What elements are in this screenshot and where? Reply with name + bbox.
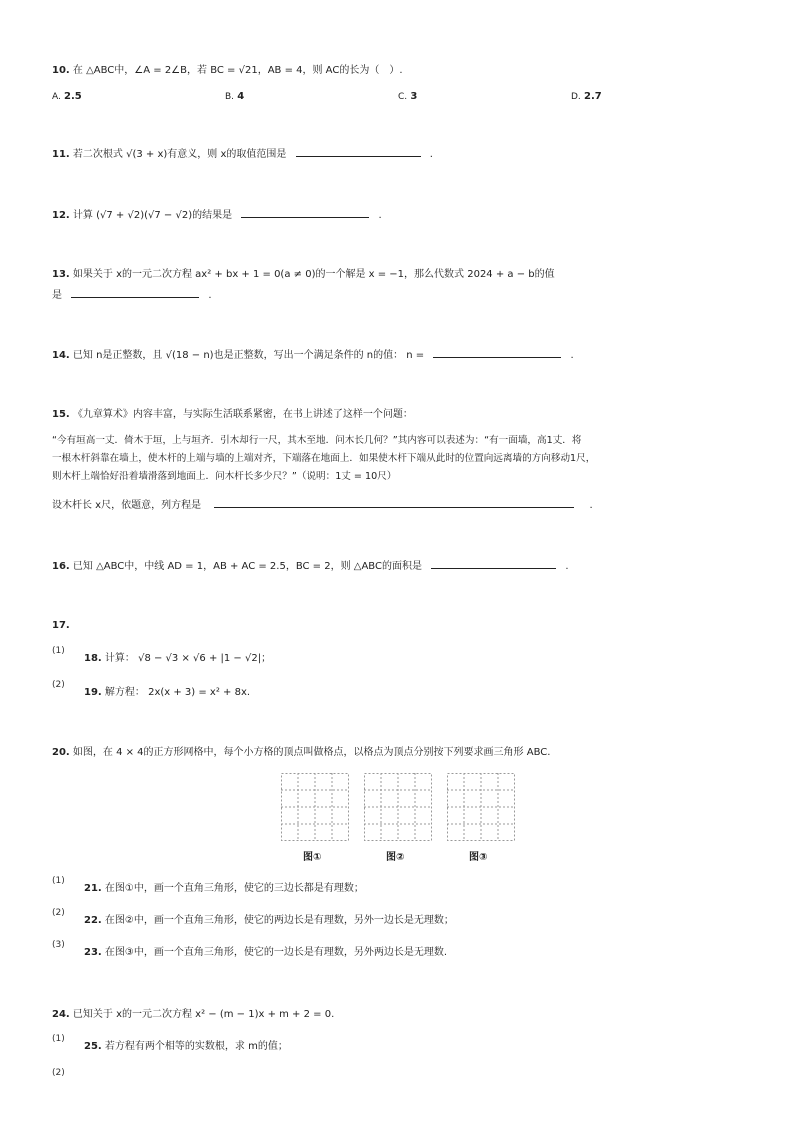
answer-blank[interactable]: [433, 346, 561, 358]
question-24: 24. 已知关于 x的一元二次方程 x² − (m − 1)x + m + 2 = 0.: [52, 1009, 335, 1020]
question-18: 18. 计算： √8 − √3 × √6 + |1 − √2|；: [84, 653, 272, 664]
question-22: 22. 在图②中，画一个直角三角形，使它的两边长是有理数，另外一边长是无理数；: [84, 915, 454, 926]
question-15-quote-3: 则木杆上端恰好沿着墙滑落到地面上．问木杆长多少尺？”（说明：1丈 = 10尺）: [52, 471, 397, 482]
question-15: 15. 《九章算术》内容丰富，与实际生活联系紧密，在书上讲述了这样一个问题：: [52, 409, 413, 420]
question-21: 21. 在图①中，画一个直角三角形，使它的三边长都是有理数；: [84, 883, 364, 894]
answer-blank[interactable]: [241, 206, 369, 218]
grid-svg: [364, 773, 432, 841]
question-17: 17.: [52, 620, 70, 631]
question-15-quote-1: “今有垣高一丈．倚木于垣，上与垣齐．引木却行一尺，其木至地．问木长几何？”其内容可以表述为：“有一面墙，高1丈．将: [52, 435, 582, 446]
answer-blank[interactable]: [214, 496, 574, 508]
answer-blank[interactable]: [296, 145, 421, 157]
question-13-cont: 是 .: [52, 286, 212, 303]
option-b[interactable]: B. 4: [225, 91, 245, 102]
sub-mark: (2): [52, 1068, 65, 1078]
question-11: 11. 若二次根式 √(3 + x)有意义，则 x的取值范围是 .: [52, 145, 433, 162]
figure-caption-1: 图①: [303, 852, 322, 863]
question-10: [52, 64, 403, 78]
question-14: 14. 已知 n是正整数，且 √(18 − n)也是正整数，写出一个满足条件的 n的值： n = .: [52, 346, 574, 363]
answer-blank[interactable]: [431, 557, 556, 569]
sub-mark: (1): [52, 876, 65, 886]
question-text: 在 △ABC中，∠A = 2∠B，若 BC = √21，AB = 4，则 AC的长为（ ）.: [72, 65, 403, 76]
grid-figure-3[interactable]: [447, 773, 515, 844]
sub-mark: (2): [52, 908, 65, 918]
grid-figure-1[interactable]: [281, 773, 349, 844]
question-19: 19. 解方程： 2x(x + 3) = x² + 8x.: [84, 687, 251, 698]
question-15-answer: 设木杆长 x尺，依题意，列方程是 .: [52, 496, 593, 513]
question-15-quote-2: 一根木杆斜靠在墙上，使木杆的上端与墙的上端对齐，下端落在地面上．如果使木杆下端从此时的位置向远离墙的方向移动1尺，: [52, 453, 596, 464]
question-16: 16. 已知 △ABC中，中线 AD = 1，AB + AC = 2.5，BC = 2，则 △ABC的面积是 .: [52, 557, 569, 574]
answer-blank[interactable]: [71, 286, 199, 298]
option-d[interactable]: D. 2.7: [571, 91, 602, 102]
question-13: 13. 如果关于 x的一元二次方程 ax² + bx + 1 = 0(a ≠ 0)的一个解是 x = −1，那么代数式 2024 + a − b的值: [52, 269, 555, 280]
option-a[interactable]: A. 2.5: [52, 91, 82, 102]
sub-mark: (1): [52, 646, 65, 656]
grid-svg: [281, 773, 349, 841]
sub-mark: (1): [52, 1034, 65, 1044]
grid-svg: [447, 773, 515, 841]
question-number: 10.: [52, 65, 70, 76]
question-25: 25. 若方程有两个相等的实数根，求 m的值；: [84, 1041, 288, 1052]
sub-mark: (2): [52, 680, 65, 690]
question-12: 12. 计算 (√7 + √2)(√7 − √2)的结果是 .: [52, 206, 382, 223]
sub-mark: (3): [52, 940, 65, 950]
question-20: 20. 如图，在 4 × 4的正方形网格中，每个小方格的顶点叫做格点，以格点为顶点分别按下列要求画三角形 ABC.: [52, 747, 551, 758]
grid-figure-2[interactable]: [364, 773, 432, 844]
option-c[interactable]: C. 3: [398, 91, 418, 102]
figure-caption-2: 图②: [386, 852, 405, 863]
figure-caption-3: 图③: [469, 852, 488, 863]
question-23: 23. 在图③中，画一个直角三角形，使它的一边长是有理数，另外两边长是无理数.: [84, 947, 448, 958]
